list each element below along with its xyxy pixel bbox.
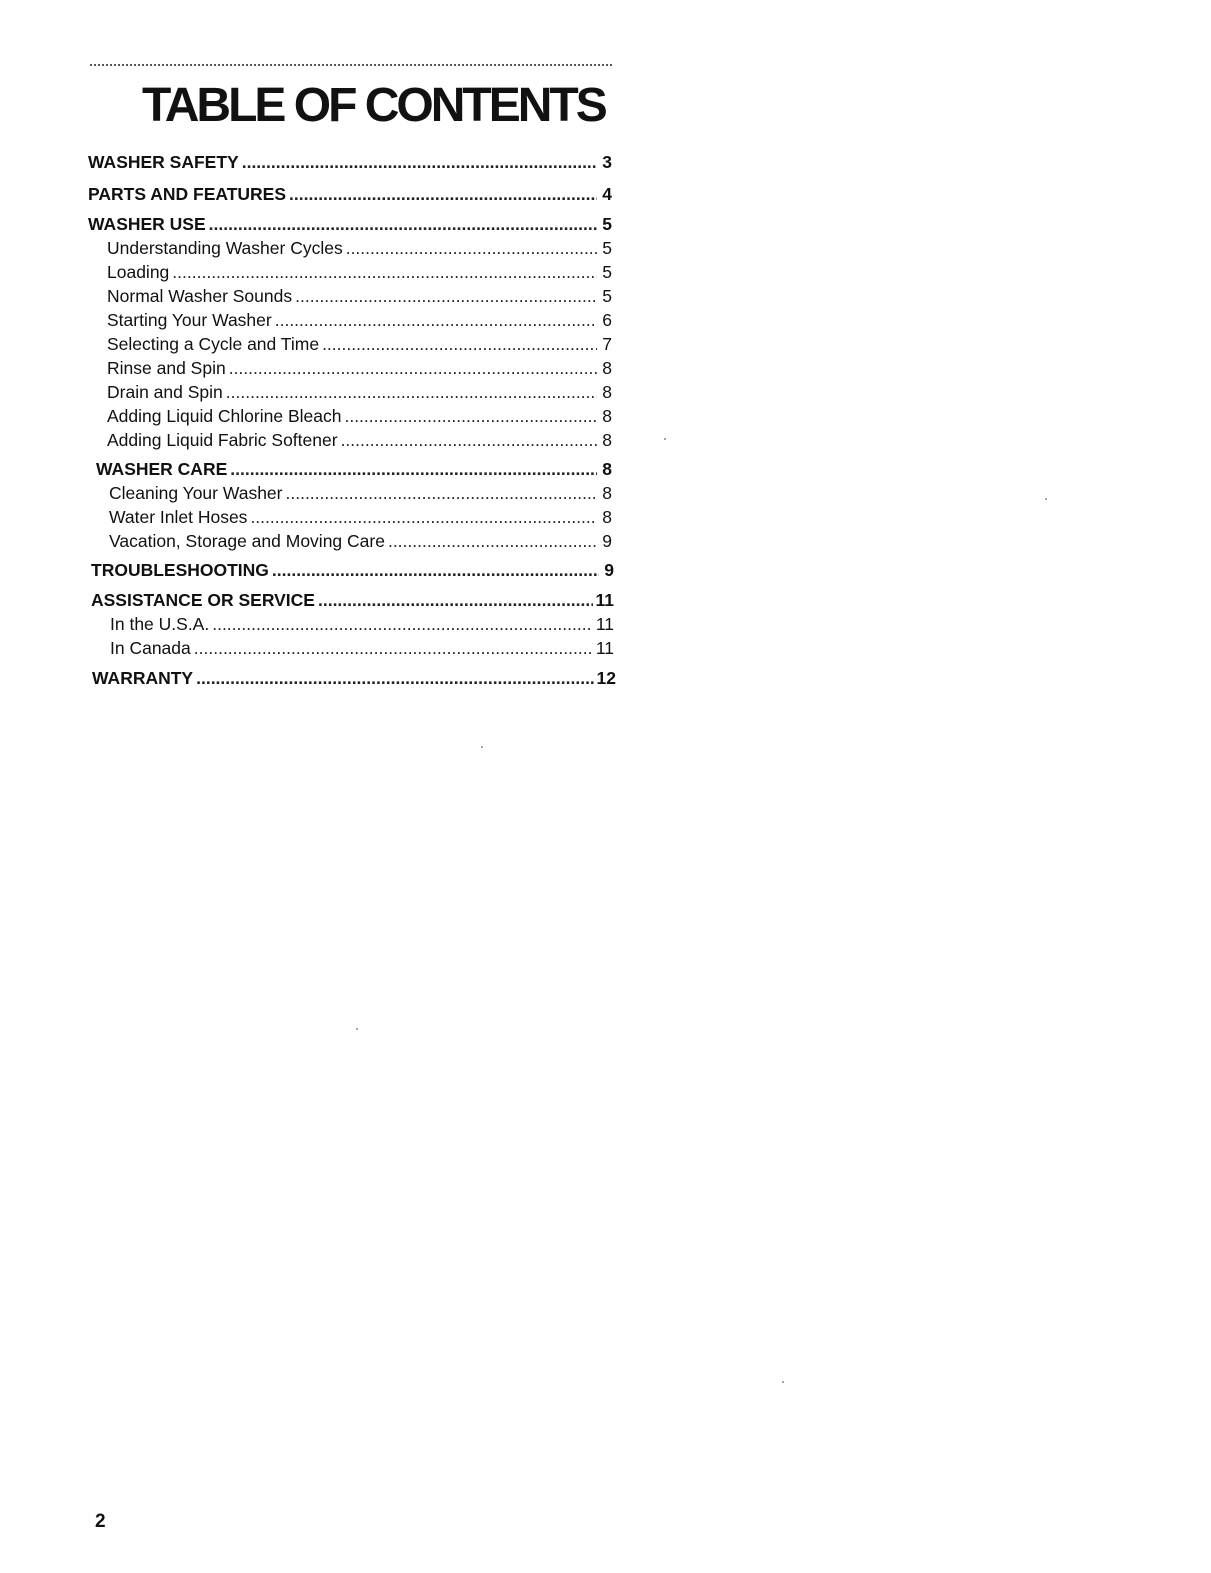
- toc-entry[interactable]: [107, 308, 612, 332]
- dot-leader: [250, 505, 597, 529]
- toc-entry[interactable]: [107, 332, 612, 356]
- toc-entry-label: Cleaning Your Washer: [109, 483, 283, 503]
- toc-entry-page: 4: [602, 184, 612, 204]
- toc-entry[interactable]: [96, 457, 612, 481]
- toc-entry-label: WASHER USE: [88, 214, 206, 234]
- toc-entry-page: 8: [602, 430, 612, 450]
- toc-entry-page: 8: [602, 483, 612, 503]
- toc-entry-page: 6: [602, 310, 612, 330]
- toc-entry-page: 5: [602, 214, 612, 234]
- toc-entry-label: Water Inlet Hoses: [109, 507, 248, 527]
- toc-entry-page: 11: [595, 614, 614, 634]
- page-title: TABLE OF CONTENTS: [142, 79, 605, 132]
- toc-entry-page: 8: [602, 358, 612, 378]
- dot-leader: [196, 666, 593, 690]
- toc-entry-page: 5: [602, 286, 612, 306]
- toc-entry-label: PARTS AND FEATURES: [88, 184, 287, 204]
- toc-entry[interactable]: [107, 428, 612, 452]
- toc-entry-label: Understanding Washer Cycles: [107, 238, 343, 258]
- dot-leader: [212, 612, 593, 636]
- dot-leader: [289, 182, 597, 206]
- toc-entry[interactable]: [107, 356, 612, 380]
- toc-entry-label: TROUBLESHOOTING: [91, 560, 269, 580]
- toc-entry[interactable]: [109, 529, 612, 553]
- toc-entry[interactable]: [110, 612, 614, 636]
- toc-entry[interactable]: [91, 588, 614, 612]
- scan-speck: [782, 1381, 784, 1383]
- toc-entry-label: Starting Your Washer: [107, 310, 272, 330]
- dot-leader: [272, 558, 599, 582]
- toc-entry-page: 7: [602, 334, 612, 354]
- toc-entry-page: 11: [595, 590, 614, 610]
- toc-entry[interactable]: [88, 182, 612, 206]
- toc-entry-label: Adding Liquid Chlorine Bleach: [107, 406, 342, 426]
- dot-leader: [388, 529, 597, 553]
- toc-entry-label: ASSISTANCE OR SERVICE: [91, 590, 315, 610]
- dot-leader: [230, 457, 597, 481]
- toc-entry[interactable]: [110, 636, 614, 660]
- toc-entry[interactable]: [109, 505, 612, 529]
- toc-entry[interactable]: [91, 558, 614, 582]
- dot-leader: [318, 588, 593, 612]
- toc-entry-label: WARRANTY: [92, 668, 194, 688]
- dot-leader: [346, 236, 597, 260]
- toc-entry-page: 9: [602, 531, 612, 551]
- dot-leader: [226, 380, 597, 404]
- toc-entry[interactable]: [92, 666, 616, 690]
- dot-leader: [344, 404, 597, 428]
- toc-entry-label: Selecting a Cycle and Time: [107, 334, 320, 354]
- toc-entry-label: In the U.S.A.: [110, 614, 210, 634]
- toc-entry[interactable]: [88, 150, 612, 174]
- toc-entry-label: WASHER SAFETY: [88, 152, 239, 172]
- toc-entry-page: 8: [602, 406, 612, 426]
- toc-entry-page: 8: [602, 382, 612, 402]
- dot-leader: [341, 428, 597, 452]
- toc-entry-label: WASHER CARE: [96, 459, 228, 479]
- dot-leader: [286, 481, 598, 505]
- scan-speck: [1045, 498, 1047, 500]
- toc-entry[interactable]: [107, 284, 612, 308]
- dot-leader: [172, 260, 597, 284]
- toc-entry-page: 3: [602, 152, 612, 172]
- page-number: 2: [95, 1511, 106, 1532]
- dot-leader: [229, 356, 597, 380]
- toc-entry-label: In Canada: [110, 638, 191, 658]
- toc-entry-page: 5: [602, 238, 612, 258]
- table-of-contents: [0, 0, 1211, 700]
- dot-leader: [322, 332, 597, 356]
- toc-entry-page: 8: [602, 459, 612, 479]
- toc-entry-label: Rinse and Spin: [107, 358, 226, 378]
- toc-entry-page: 9: [604, 560, 614, 580]
- dot-leader: [194, 636, 593, 660]
- toc-entry-page: 11: [595, 638, 614, 658]
- dot-leader: [242, 150, 597, 174]
- toc-entry[interactable]: [107, 260, 612, 284]
- dot-leader: [275, 308, 597, 332]
- scan-speck: [356, 1028, 358, 1030]
- toc-entry-label: Adding Liquid Fabric Softener: [107, 430, 338, 450]
- scan-speck: [481, 746, 483, 748]
- toc-entry[interactable]: [109, 481, 612, 505]
- toc-entry[interactable]: [107, 404, 612, 428]
- toc-entry[interactable]: [107, 236, 612, 260]
- toc-entry-label: Vacation, Storage and Moving Care: [109, 531, 385, 551]
- toc-entry[interactable]: [107, 380, 612, 404]
- toc-entry[interactable]: [88, 212, 612, 236]
- scan-speck: [664, 438, 666, 440]
- toc-entry-page: 5: [602, 262, 612, 282]
- toc-entry-label: Loading: [107, 262, 170, 282]
- dot-leader: [295, 284, 597, 308]
- toc-entry-page: 8: [602, 507, 612, 527]
- toc-entry-label: Normal Washer Sounds: [107, 286, 293, 306]
- toc-entry-page: 12: [596, 668, 616, 688]
- dot-leader: [209, 212, 597, 236]
- toc-entry-label: Drain and Spin: [107, 382, 223, 402]
